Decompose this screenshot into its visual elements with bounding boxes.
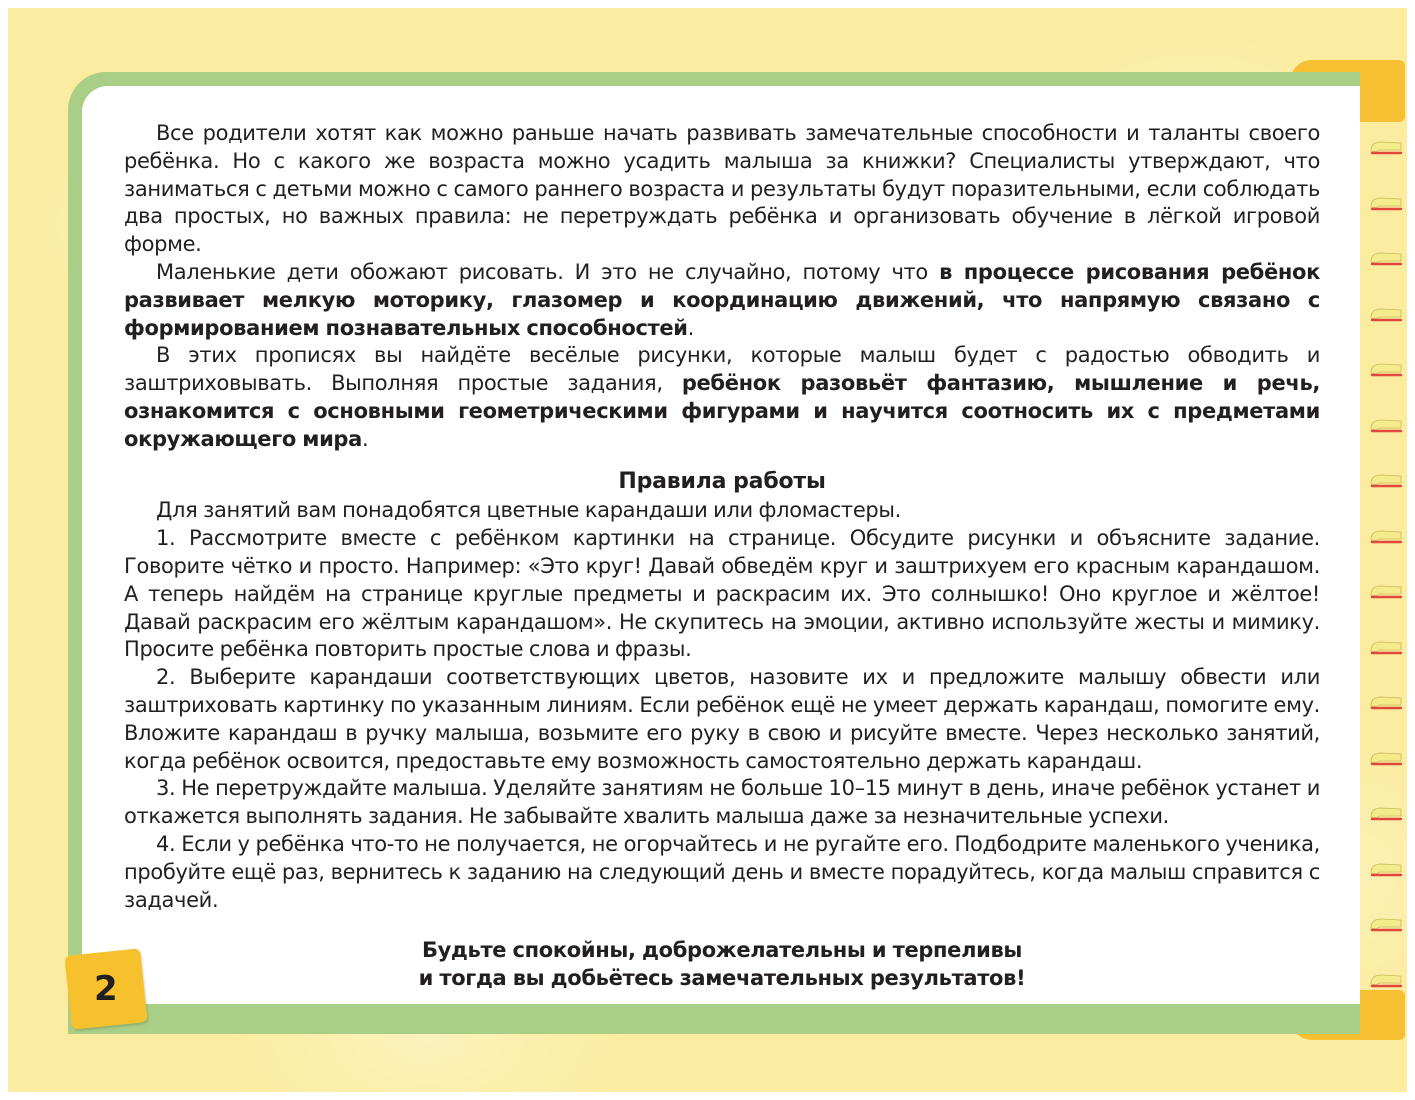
binding-ring-icon (1368, 362, 1402, 378)
binding-ring-icon (1368, 806, 1402, 822)
rule-item-2: 2. Выберите карандаши соответствующих цветов, назовите их и предложите малышу обвести или заштриховать картинку по указанным линиям. Если ребёнок ещё не умеет держать карандаш, помогите ему. Вложите карандаш в ручку малыша, возьмите его руку в свою и рисуйте вместе. Через несколько занятий, когда ребёнок освоится, предоставьте ему возможность самостоятельно держать карандаш. (124, 665, 1320, 773)
binding-ring-icon (1368, 307, 1402, 323)
rule-item-3: 3. Не перетруждайте малыша. Уделяйте занятиям не больше 10–15 минут в день, иначе ребёнок устанет и откажется выполнять задания. Не забывайте хвалить малыша даже за незначительные успехи. (124, 776, 1320, 829)
closing-message (124, 936, 1320, 992)
intro-paragraph-3-bold: ребёнок разовьёт фантазию, мышление и речь, ознакомится с основными геометрическими фигурами и научится соотносить их с предметами окружающего мира (124, 371, 1320, 451)
rule-item-4: 4. Если у ребёнка что-то не получается, не огорчайтесь и не ругайте его. Подбодрите маленького ученика, пробуйте ещё раз, вернитесь к заданию на следующий день и вместе порадуйтесь, когда малыш справится с задачей. (124, 831, 1320, 912)
page-number-badge (64, 948, 147, 1030)
spiral-binding (1368, 140, 1408, 980)
rule-item-1: 1. Рассмотрите вместе с ребёнком картинки на странице. Обсудите рисунки и объясните задание. Говорите чётко и просто. Например: «Это круг! Давай обведём круг и заштрихуем его красным карандашом. А теперь найдём на странице круглые предметы и раскрасим их. Это солнышко! Оно круглое и жёлтое! Давай раскрасим его жёлтым карандашом». Не скупитесь на эмоции, активно используйте жесты и мимику. Просите ребёнка повторить простые слова и фразы. (124, 526, 1320, 662)
rules-lead: Для занятий вам понадобятся цветные карандаши или фломастеры. (156, 498, 901, 523)
binding-ring-icon (1368, 251, 1402, 267)
binding-ring-icon (1368, 640, 1402, 656)
binding-ring-icon (1368, 584, 1402, 600)
intro-paragraph-2-bold: в процессе рисования ребёнок развивает мелкую моторику, глазомер и координацию движений, что напрямую связано с формированием познавательных способностей (124, 259, 1321, 340)
binding-ring-icon (1368, 529, 1402, 545)
closing-line-2: и тогда вы добьётесь замечательных результатов! (418, 966, 1026, 991)
intro-paragraph-2-end: . (687, 315, 694, 340)
binding-ring-icon (1368, 196, 1402, 212)
binding-ring-icon (1368, 917, 1402, 933)
binding-ring-icon (1368, 418, 1402, 434)
intro-paragraph-1: Все родители хотят как можно раньше начать развивать замечательные способности и таланты своего ребёнка. Но с какого же возраста можно усадить малыша за книжки? Специалисты утверждают, что заниматься с детьми можно с самого раннего возраста и результаты будут поразительными, если соблюдать два простых, но важных правила: не перетруждать ребёнка и организовать обучение в лёгкой игровой форме. (124, 121, 1320, 257)
binding-ring-icon (1368, 862, 1402, 878)
rules-title: Правила работы (618, 468, 826, 494)
page-number: 2 (94, 969, 118, 1010)
binding-ring-icon (1368, 473, 1402, 489)
intro-paragraph-2-start: Маленькие дети обожают рисовать. И это не случайно, потому что (156, 259, 940, 284)
binding-ring-icon (1368, 973, 1402, 989)
intro-paragraph-2 (124, 259, 1320, 342)
page-content (124, 120, 1320, 992)
binding-ring-icon (1368, 751, 1402, 767)
intro-paragraph-3 (124, 342, 1320, 453)
intro-paragraph-3-start: В этих прописях вы найдёте весёлые рисунки, которые малыш будет с радостью обводить и заштриховывать. Выполняя простые задания, (124, 343, 1320, 396)
binding-ring-icon (1368, 140, 1402, 156)
binding-ring-icon (1368, 695, 1402, 711)
closing-line-1: Будьте спокойны, доброжелательны и терпеливы (421, 938, 1023, 963)
intro-paragraph-3-end: . (361, 426, 369, 451)
